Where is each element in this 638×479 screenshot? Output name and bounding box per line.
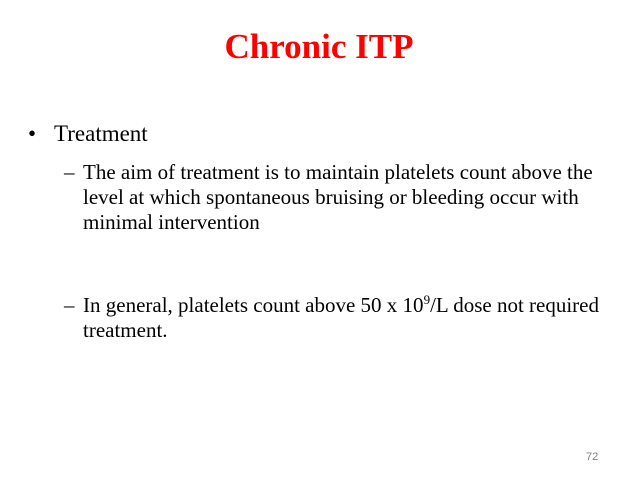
- dash-marker: –: [64, 293, 75, 317]
- dash-marker: –: [64, 160, 75, 184]
- sub-bullet-general: [64, 293, 624, 343]
- bullet-treatment: [28, 121, 148, 147]
- sub-bullet-text: The aim of treatment is to maintain platelets count above the level at which spontaneous bruising or bleeding occur with minimal intervention: [83, 160, 593, 234]
- text-after-superscript: /L dose not required treatment.: [83, 293, 599, 342]
- text-before-superscript: In general, platelets count above 50 x 10: [83, 293, 424, 317]
- sub-bullet-aim: [64, 160, 624, 235]
- bullet-marker: •: [28, 121, 37, 146]
- slide-title: Chronic ITP: [224, 27, 414, 66]
- sub-bullet-text: [83, 293, 624, 343]
- superscript: 9: [423, 292, 431, 307]
- bullet-label: Treatment: [54, 121, 148, 146]
- page-number: 72: [586, 451, 599, 463]
